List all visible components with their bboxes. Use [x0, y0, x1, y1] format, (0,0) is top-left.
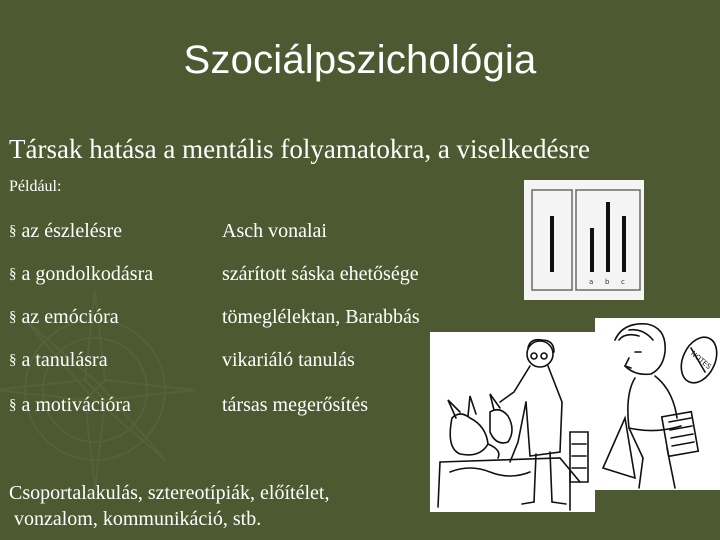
asch-label: b — [605, 278, 610, 286]
list-item-emotion — [9, 306, 119, 329]
row-label: a gondolkodásra — [21, 263, 154, 285]
list-item-perception — [9, 220, 122, 243]
row-label: a tanulásra — [21, 349, 108, 371]
notes-book-label: NOTES — [689, 349, 713, 372]
asch-label: c — [621, 278, 625, 286]
bullet-icon: § — [9, 266, 17, 282]
footer-line: vonzalom, kommunikáció, stb. — [9, 508, 262, 530]
bullet-icon: § — [9, 397, 17, 413]
slide-subtitle: Társak hatása a mentális folyamatokra, a viselkedésre — [9, 134, 591, 164]
row-example: társas megerősítés — [222, 394, 369, 416]
row-label: az észlelésre — [21, 220, 122, 242]
asch-lines-image — [524, 180, 644, 300]
row-example: Asch vonalai — [222, 220, 327, 242]
bullet-icon: § — [9, 309, 17, 325]
bullet-icon: § — [9, 352, 17, 368]
row-example: tömeglélektan, Barabbás — [222, 306, 420, 328]
asch-label: a — [589, 278, 594, 286]
student-with-notebook-image — [595, 318, 720, 490]
list-item-thinking — [9, 263, 153, 286]
slide-title: Szociálpszichológia — [183, 38, 537, 82]
row-example: szárított sáska ehetősége — [222, 263, 419, 285]
list-item-motivation — [9, 394, 131, 417]
footer-line: Csoportalakulás, sztereotípiák, előítélet, — [9, 482, 330, 504]
bullet-icon: § — [9, 223, 17, 239]
footer-text — [9, 480, 329, 532]
row-example: vikariáló tanulás — [222, 349, 355, 371]
list-item-learning — [9, 349, 108, 372]
row-label: az emócióra — [21, 306, 119, 328]
scientist-with-animals-image — [430, 332, 595, 512]
example-label: Például: — [9, 178, 62, 195]
row-label: a motivációra — [21, 394, 131, 416]
